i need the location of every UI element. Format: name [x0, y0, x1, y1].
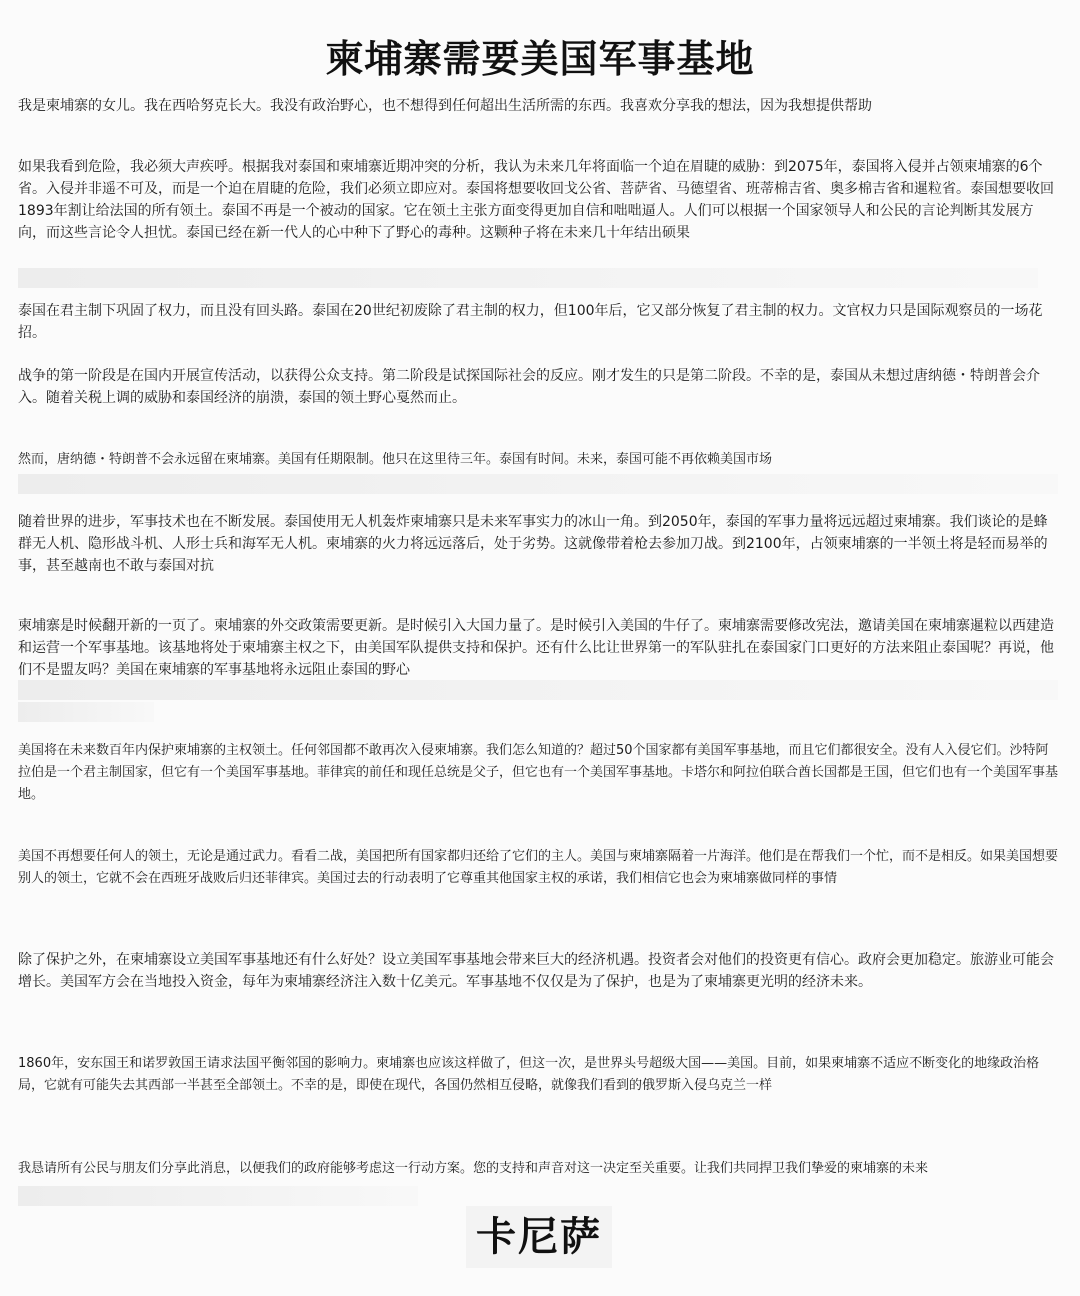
author-signature: 卡尼萨 [466, 1206, 612, 1268]
scan-smudge [18, 702, 154, 722]
paragraph-trump-term: 然而，唐纳德・特朗普不会永远留在柬埔寨。美国有任期限制。他只在这里待三年。泰国有时间。未来，泰国可能不再依赖美国市场 [18, 452, 773, 467]
paragraph-war-stages: 战争的第一阶段是在国内开展宣传活动，以获得公众支持。第二阶段是试探国际社会的反应。刚才发生的只是第二阶段。不幸的是，泰国从未想过唐纳德・特朗普会介入。随着关税上调的威胁和泰国经济的崩溃，泰国的领土野心戛然而止。 [18, 368, 1040, 406]
scan-smudge [18, 268, 1038, 288]
paragraph-new-page: 柬埔寨是时候翻开新的一页了。柬埔寨的外交政策需要更新。是时候引入大国力量了。是时候引入美国的牛仔了。柬埔寨需要修改宪法，邀请美国在柬埔寨暹粒以西建造和运营一个军事基地。该基地将处于柬埔寨主权之下，由美国军队提供支持和保护。还有什么比让世界第一的军队驻扎在泰国家门口更好的方法来阻止泰国呢？再说，他们不是盟友吗？美国在柬埔寨的军事基地将永远阻止泰国的野心 [18, 618, 1054, 678]
paragraph-threat: 如果我看到危险，我必须大声疾呼。根据我对泰国和柬埔寨近期冲突的分析，我认为未来几年将面临一个迫在眉睫的威胁：到2075年，泰国将入侵并占领柬埔寨的6个省。入侵并非遥不可及，而是一个迫在眉睫的危险，我们必须立即应对。泰国将想要收回戈公省、菩萨省、马德望省、班蒂棉吉省、奥多棉吉省和暹粒省。泰国想要收回1893年割让给法国的所有领土。泰国不再是一个被动的国家。它在领土主张方面变得更加自信和咄咄逼人。人们可以根据一个国家领导人和公民的言论判断其发展方向，而这些言论令人担忧。泰国已经在新一代人的心中种下了野心的毒种。这颗种子将在未来几十年结出硕果 [18, 159, 1054, 241]
paragraph-economy: 除了保护之外，在柬埔寨设立美国军事基地还有什么好处？设立美国军事基地会带来巨大的经济机遇。投资者会对他们的投资更有信心。政府会更加稳定。旅游业可能会增长。美国军方会在当地投入资金，每年为柬埔寨经济注入数十亿美元。军事基地不仅仅是为了保护，也是为了柬埔寨更光明的经济未来。 [18, 952, 1054, 990]
paragraph-monarchy: 泰国在君主制下巩固了权力，而且没有回头路。泰国在20世纪初废除了君主制的权力，但100年后，它又部分恢复了君主制的权力。文官权力只是国际观察员的一场花招。 [18, 303, 1043, 341]
paragraph-no-territory: 美国不再想要任何人的领土，无论是通过武力。看看二战，美国把所有国家都归还给了它们的主人。美国与柬埔寨隔着一片海洋。他们是在帮我们一个忙，而不是相反。如果美国想要别人的领土，它就不会在西班牙战败后归还菲律宾。美国过去的行动表明了它尊重其他国家主权的承诺，我们相信它也会为柬埔寨做同样的事情 [18, 849, 1059, 886]
document-title: 柬埔寨需要美国军事基地 [325, 37, 755, 81]
scan-smudge [18, 474, 1058, 494]
paragraph-appeal: 我恳请所有公民与朋友们分享此消息，以便我们的政府能够考虑这一行动方案。您的支持和声音对这一决定至关重要。让我们共同捍卫我们挚爱的柬埔寨的未来 [18, 1161, 929, 1176]
paragraph-protection: 美国将在未来数百年内保护柬埔寨的主权领土。任何邻国都不敢再次入侵柬埔寨。我们怎么知道的？超过50个国家都有美国军事基地，而且它们都很安全。没有人入侵它们。沙特阿拉伯是一个君主制国家，但它有一个美国军事基地。菲律宾的前任和现任总统是父子，但它也有一个美国军事基地。卡塔尔和阿拉伯联合酋长国都是王国，但它们也有一个美国军事基地。 [18, 743, 1059, 802]
scan-smudge [18, 1186, 418, 1206]
paragraph-intro: 我是柬埔寨的女儿。我在西哈努克长大。我没有政治野心，也不想得到任何超出生活所需的东西。我喜欢分享我的想法，因为我想提供帮助 [18, 98, 872, 114]
paragraph-military-tech: 随着世界的进步，军事技术也在不断发展。泰国使用无人机轰炸柬埔寨只是未来军事实力的冰山一角。到2050年，泰国的军事力量将远远超过柬埔寨。我们谈论的是蜂群无人机、隐形战斗机、人形士兵和海军无人机。柬埔寨的火力将远远落后，处于劣势。这就像带着枪去参加刀战。到2100年，占领柬埔寨的一半领土将是轻而易举的事，甚至越南也不敢与泰国对抗 [18, 514, 1048, 574]
paragraph-history: 1860年，安东国王和诺罗敦国王请求法国平衡邻国的影响力。柬埔寨也应该这样做了，但这一次，是世界头号超级大国——美国。目前，如果柬埔寨不适应不断变化的地缘政治格局，它就有可能失去其西部一半甚至全部领土。不幸的是，即使在现代，各国仍然相互侵略，就像我们看到的俄罗斯入侵乌克兰一样 [18, 1056, 1040, 1093]
scan-smudge [18, 680, 1058, 700]
